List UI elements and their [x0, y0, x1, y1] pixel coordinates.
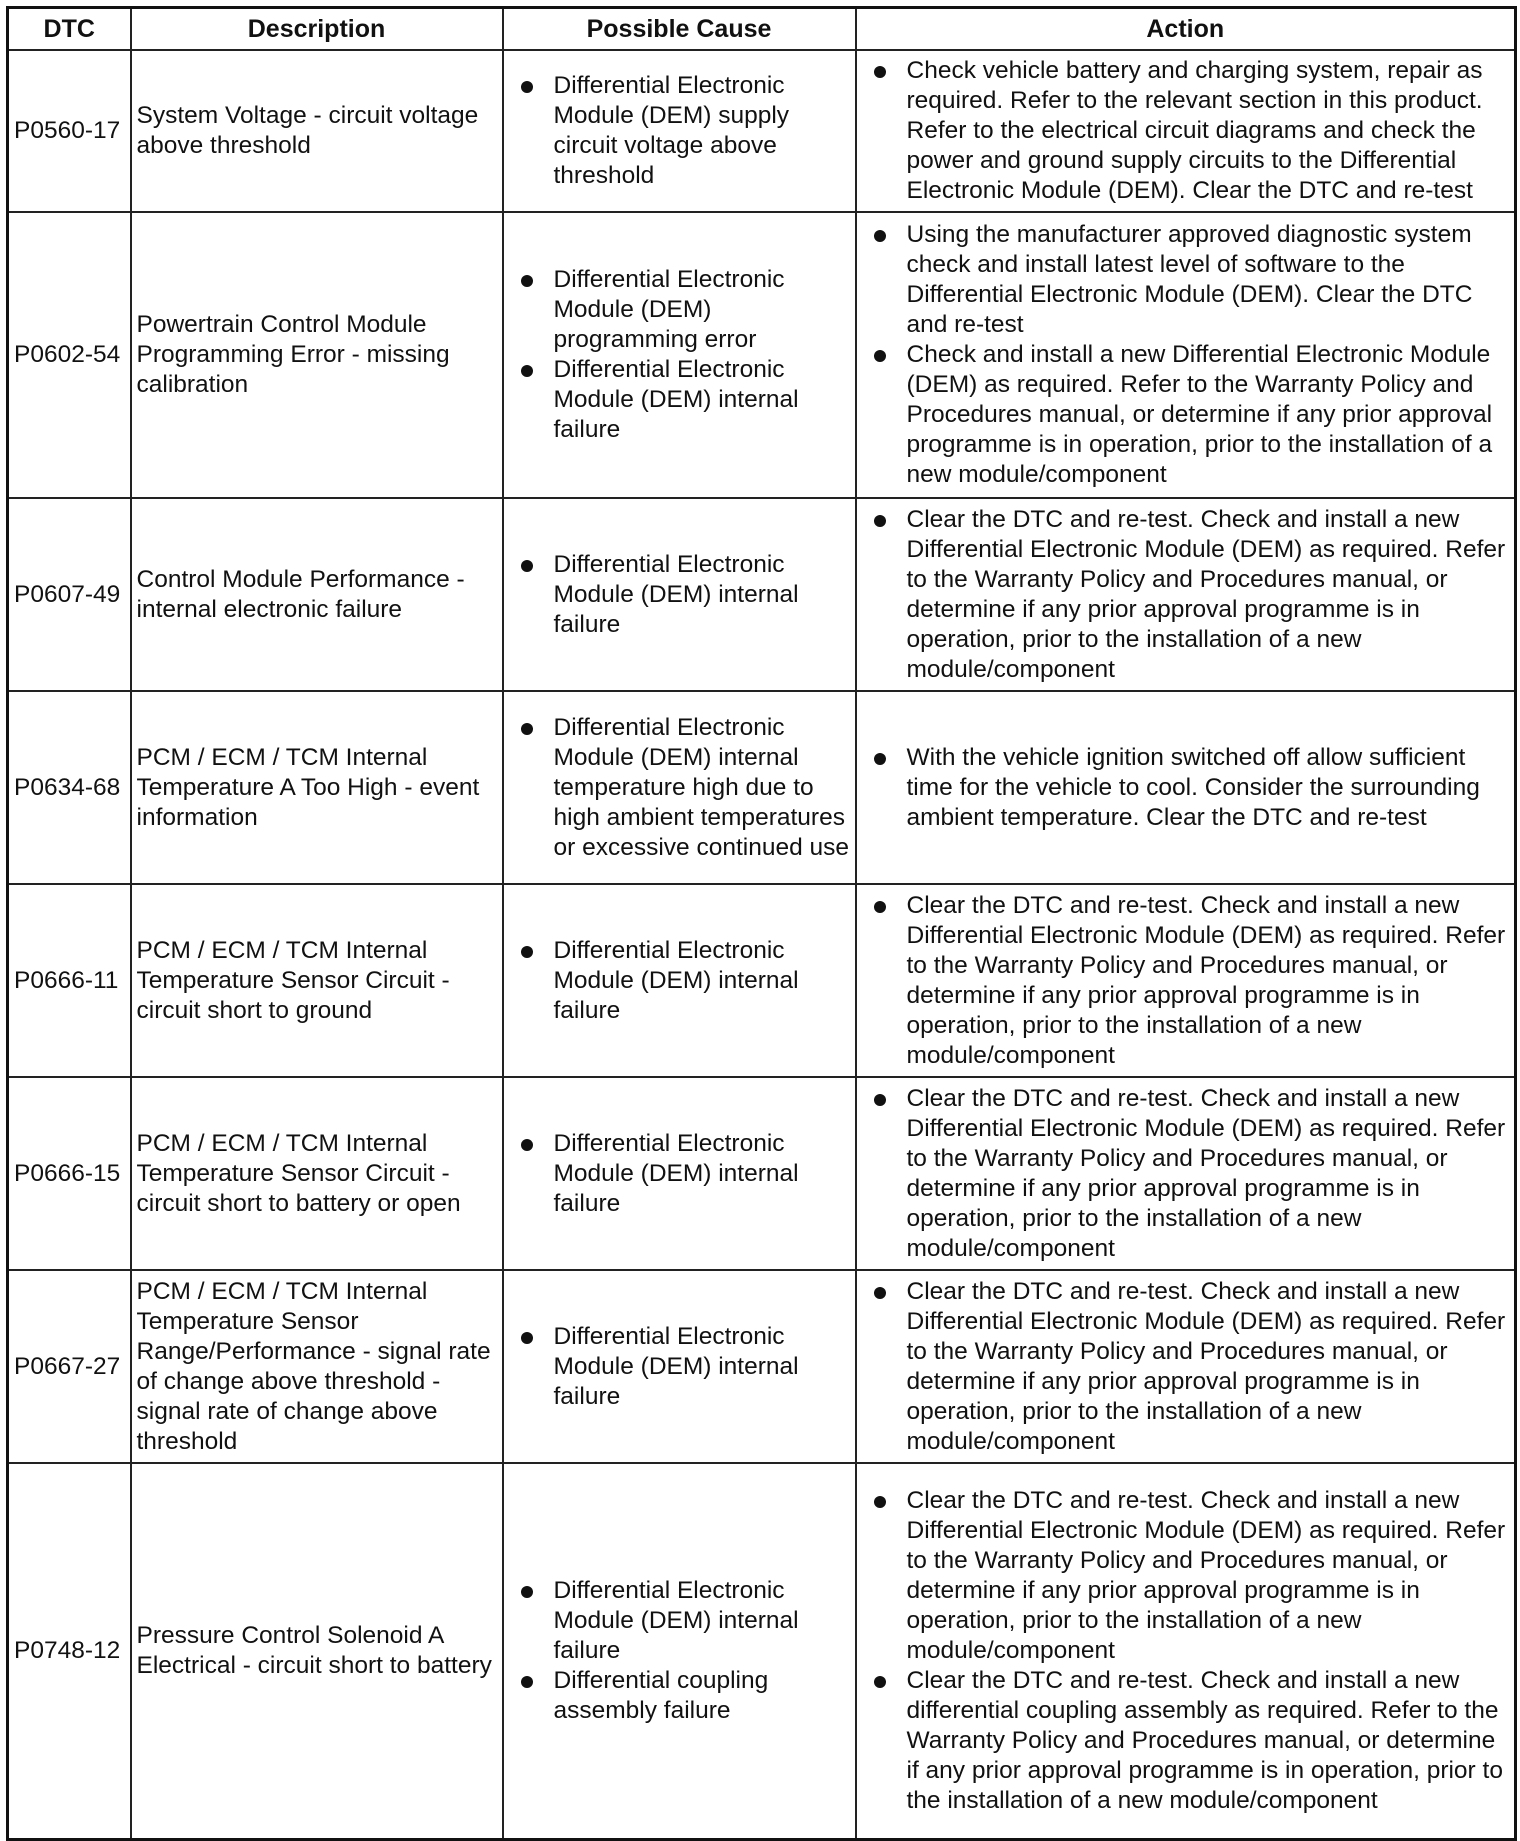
header-description: Description — [131, 8, 503, 51]
action-item: Clear the DTC and re-test. Check and install a new Differential Electronic Module (DEM) as required. Refer to the Warranty Policy and Procedures manual, or determine if any prior approval programme is in operation, prior to the installation of a new module/component — [862, 1084, 1510, 1264]
dtc-table — [6, 6, 1517, 1841]
cause-item: Differential coupling assembly failure — [509, 1666, 850, 1726]
dtc-code: P0666-15 — [8, 1077, 131, 1270]
dtc-code: P0602-54 — [8, 212, 131, 498]
possible-cause-cell — [503, 691, 856, 884]
table-row — [8, 884, 1516, 1077]
cause-item: Differential Electronic Module (DEM) internal temperature high due to high ambient temperatures or excessive continued use — [509, 713, 850, 863]
table-row — [8, 50, 1516, 212]
table-row — [8, 498, 1516, 691]
dtc-description: System Voltage - circuit voltage above threshold — [131, 50, 503, 212]
action-item: Using the manufacturer approved diagnostic system check and install latest level of software to the Differential Electronic Module (DEM). Clear the DTC and re-test — [862, 220, 1510, 340]
table-row — [8, 1077, 1516, 1270]
action-item: With the vehicle ignition switched off allow sufficient time for the vehicle to cool. Consider the surrounding ambient temperature. Clear the DTC and re-test — [862, 743, 1510, 833]
action-item: Clear the DTC and re-test. Check and install a new differential coupling assembly as required. Refer to the Warranty Policy and Procedures manual, or determine if any prior approval programme is in operation, prior to the installation of a new module/component — [862, 1666, 1510, 1816]
header-possible-cause: Possible Cause — [503, 8, 856, 51]
cause-item: Differential Electronic Module (DEM) internal failure — [509, 936, 850, 1026]
cause-item: Differential Electronic Module (DEM) programming error — [509, 265, 850, 355]
possible-cause-cell — [503, 50, 856, 212]
cause-item: Differential Electronic Module (DEM) supply circuit voltage above threshold — [509, 71, 850, 191]
action-cell — [856, 498, 1516, 691]
table-row — [8, 212, 1516, 498]
dtc-description: PCM / ECM / TCM Internal Temperature Sensor Range/Performance - signal rate of change above threshold - signal rate of change above threshold — [131, 1270, 503, 1463]
dtc-code: P0634-68 — [8, 691, 131, 884]
action-item: Clear the DTC and re-test. Check and install a new Differential Electronic Module (DEM) as required. Refer to the Warranty Policy and Procedures manual, or determine if any prior approval programme is in operation, prior to the installation of a new module/component — [862, 505, 1510, 685]
dtc-description: Powertrain Control Module Programming Error - missing calibration — [131, 212, 503, 498]
action-cell — [856, 1463, 1516, 1839]
dtc-description: Pressure Control Solenoid A Electrical - circuit short to battery — [131, 1463, 503, 1839]
table-row — [8, 691, 1516, 884]
possible-cause-cell — [503, 1270, 856, 1463]
possible-cause-cell — [503, 884, 856, 1077]
cause-item: Differential Electronic Module (DEM) internal failure — [509, 1322, 850, 1412]
possible-cause-cell — [503, 1077, 856, 1270]
dtc-code: P0748-12 — [8, 1463, 131, 1839]
possible-cause-cell — [503, 1463, 856, 1839]
action-cell — [856, 1077, 1516, 1270]
action-item: Clear the DTC and re-test. Check and install a new Differential Electronic Module (DEM) as required. Refer to the Warranty Policy and Procedures manual, or determine if any prior approval programme is in operation, prior to the installation of a new module/component — [862, 1277, 1510, 1457]
dtc-description: PCM / ECM / TCM Internal Temperature Sensor Circuit - circuit short to battery or open — [131, 1077, 503, 1270]
dtc-description: Control Module Performance - internal electronic failure — [131, 498, 503, 691]
table-row — [8, 1270, 1516, 1463]
header-action: Action — [856, 8, 1516, 51]
dtc-code: P0560-17 — [8, 50, 131, 212]
dtc-code: P0607-49 — [8, 498, 131, 691]
dtc-code: P0667-27 — [8, 1270, 131, 1463]
header-row — [8, 8, 1516, 51]
cause-item: Differential Electronic Module (DEM) internal failure — [509, 355, 850, 445]
action-cell — [856, 691, 1516, 884]
dtc-description: PCM / ECM / TCM Internal Temperature A Too High - event information — [131, 691, 503, 884]
header-dtc: DTC — [8, 8, 131, 51]
action-cell — [856, 50, 1516, 212]
action-item: Check vehicle battery and charging system, repair as required. Refer to the relevant section in this product. Refer to the electrical circuit diagrams and check the power and ground supply circuits to the Differential Electronic Module (DEM). Clear the DTC and re-test — [862, 56, 1510, 206]
action-cell — [856, 1270, 1516, 1463]
dtc-description: PCM / ECM / TCM Internal Temperature Sensor Circuit - circuit short to ground — [131, 884, 503, 1077]
cause-item: Differential Electronic Module (DEM) internal failure — [509, 1576, 850, 1666]
action-cell — [856, 212, 1516, 498]
action-item: Clear the DTC and re-test. Check and install a new Differential Electronic Module (DEM) as required. Refer to the Warranty Policy and Procedures manual, or determine if any prior approval programme is in operation, prior to the installation of a new module/component — [862, 891, 1510, 1071]
action-cell — [856, 884, 1516, 1077]
possible-cause-cell — [503, 498, 856, 691]
action-item: Clear the DTC and re-test. Check and install a new Differential Electronic Module (DEM) as required. Refer to the Warranty Policy and Procedures manual, or determine if any prior approval programme is in operation, prior to the installation of a new module/component — [862, 1486, 1510, 1666]
action-item: Check and install a new Differential Electronic Module (DEM) as required. Refer to the Warranty Policy and Procedures manual, or determine if any prior approval programme is in operation, prior to the installation of a new module/component — [862, 340, 1510, 490]
dtc-code: P0666-11 — [8, 884, 131, 1077]
possible-cause-cell — [503, 212, 856, 498]
cause-item: Differential Electronic Module (DEM) internal failure — [509, 1129, 850, 1219]
table-row — [8, 1463, 1516, 1839]
cause-item: Differential Electronic Module (DEM) internal failure — [509, 550, 850, 640]
